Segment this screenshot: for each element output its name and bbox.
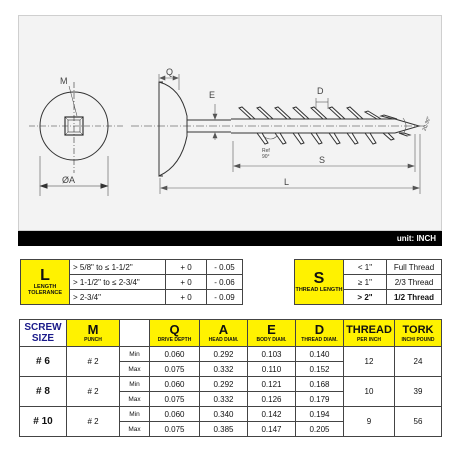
header-q-sub: DRIVE DEPTH	[157, 337, 192, 343]
thread-flank-lower	[257, 133, 268, 144]
length-minus: - 0.09	[207, 290, 243, 305]
label-q: Q	[166, 67, 174, 77]
thread-flank-upper	[257, 107, 273, 119]
max-label: Max	[120, 362, 150, 377]
length-plus: + 0	[166, 275, 207, 290]
label-l: L	[284, 177, 290, 187]
d-max: 0.205	[296, 422, 344, 437]
d-min: 0.194	[296, 407, 344, 422]
label-ref-angle: Ref 90°	[262, 148, 270, 160]
thread-flank-lower	[399, 133, 410, 136]
q-min: 0.060	[150, 407, 200, 422]
screw-size: # 10	[20, 407, 67, 437]
thread-range: > 2"	[344, 290, 387, 305]
thread-length-key	[295, 260, 344, 305]
spec-row-min	[20, 347, 442, 362]
thread-flank-upper	[381, 115, 397, 119]
thread-flank-upper	[275, 107, 291, 119]
tork: 56	[395, 407, 442, 437]
thread-flank-upper	[239, 107, 255, 119]
unit-label: unit: INCH	[396, 234, 436, 243]
thread-range: ≥ 1"	[344, 275, 387, 290]
punch: # 2	[67, 377, 120, 407]
a-max: 0.332	[200, 362, 248, 377]
header-minmax-blank	[120, 320, 150, 347]
header-e-label: E	[267, 322, 276, 337]
header-a-label: A	[218, 322, 229, 337]
header-d-sub: THREAD DIAM.	[301, 337, 338, 343]
thread-flank-lower	[365, 133, 376, 144]
d-max: 0.152	[296, 362, 344, 377]
header-a-sub: HEAD DIAM.	[208, 337, 239, 343]
length-tolerance-key	[21, 260, 70, 305]
label-m: M	[60, 76, 68, 86]
label-tip-angle: 20-30°	[421, 115, 433, 132]
thread-per-inch: 10	[344, 377, 395, 407]
header-tork-sub: INCH/ POUND	[401, 337, 435, 343]
min-label: Min	[120, 377, 150, 392]
label-a-diameter: ØA	[62, 175, 76, 185]
thread-value: 2/3 Thread	[387, 275, 442, 290]
length-letter: L	[40, 267, 50, 284]
screw-threads	[239, 107, 410, 144]
head-top-view	[29, 82, 123, 196]
e-max: 0.147	[248, 422, 296, 437]
thread-flank-upper	[311, 107, 327, 119]
length-range: > 5/8" to ≤ 1-1/2"	[70, 260, 166, 275]
e-min: 0.121	[248, 377, 296, 392]
header-e-sub: BODY DIAM.	[256, 337, 287, 343]
length-plus: + 0	[166, 260, 207, 275]
min-label: Min	[120, 347, 150, 362]
max-label: Max	[120, 422, 150, 437]
length-tolerance-table	[20, 259, 243, 305]
header-q-label: Q	[169, 322, 180, 337]
screw-side-view	[131, 82, 429, 176]
unit-bar	[18, 231, 442, 246]
length-plus: + 0	[166, 290, 207, 305]
screw-drawing	[18, 15, 442, 231]
thread-range: < 1"	[344, 260, 387, 275]
e-max: 0.126	[248, 392, 296, 407]
q-max: 0.075	[150, 362, 200, 377]
thread-value: Full Thread	[387, 260, 442, 275]
thread-flank-lower	[293, 133, 304, 144]
header-tork-label: TORK	[402, 324, 434, 336]
dimension-lines	[159, 74, 420, 194]
header-tork	[395, 320, 442, 347]
screw-size: # 6	[20, 347, 67, 377]
d-max: 0.179	[296, 392, 344, 407]
thread-per-inch: 9	[344, 407, 395, 437]
header-screw-size	[20, 320, 67, 347]
thread-value: 1/2 Thread	[387, 290, 442, 305]
thread-flank-upper	[365, 111, 381, 119]
thread-flank-lower	[275, 133, 286, 144]
thread-per-inch: 12	[344, 347, 395, 377]
thread-caption: THREAD LENGTH	[295, 287, 343, 293]
label-s: S	[319, 155, 326, 165]
thread-flank-lower	[383, 133, 394, 140]
q-min: 0.060	[150, 377, 200, 392]
q-max: 0.075	[150, 392, 200, 407]
length-range: > 2-3/4"	[70, 290, 166, 305]
length-range: > 1-1/2" to ≤ 2-3/4"	[70, 275, 166, 290]
thread-flank-lower	[311, 133, 322, 144]
thread-length-table	[294, 259, 442, 305]
length-minus: - 0.05	[207, 260, 243, 275]
thread-flank-upper	[347, 107, 363, 119]
spec-row-min	[20, 407, 442, 422]
d-min: 0.168	[296, 377, 344, 392]
punch: # 2	[67, 407, 120, 437]
min-label: Min	[120, 407, 150, 422]
header-a	[200, 320, 248, 347]
screw-size: # 8	[20, 377, 67, 407]
label-d: D	[317, 86, 324, 96]
e-max: 0.110	[248, 362, 296, 377]
thread-flank-upper	[293, 107, 309, 119]
header-screw-size-label: SCREW SIZE	[24, 322, 62, 344]
q-min: 0.060	[150, 347, 200, 362]
screw-spec-table	[19, 319, 442, 437]
q-max: 0.075	[150, 422, 200, 437]
a-min: 0.292	[200, 377, 248, 392]
punch: # 2	[67, 347, 120, 377]
header-thread-label: THREAD	[346, 324, 392, 336]
thread-letter: S	[313, 270, 325, 287]
d-min: 0.140	[296, 347, 344, 362]
e-min: 0.103	[248, 347, 296, 362]
screw-diagram-svg	[19, 16, 443, 232]
a-min: 0.292	[200, 347, 248, 362]
thread-flank-upper	[329, 107, 345, 119]
spec-row-min	[20, 377, 442, 392]
max-label: Max	[120, 392, 150, 407]
a-max: 0.332	[200, 392, 248, 407]
thread-flank-lower	[347, 133, 358, 144]
spec-header-row	[20, 320, 442, 347]
header-d	[296, 320, 344, 347]
a-min: 0.340	[200, 407, 248, 422]
header-e	[248, 320, 296, 347]
header-thread	[344, 320, 395, 347]
tork: 39	[395, 377, 442, 407]
length-minus: - 0.06	[207, 275, 243, 290]
thread-flank-lower	[329, 133, 340, 144]
header-m-label: M	[87, 322, 99, 337]
header-q	[150, 320, 200, 347]
header-m	[67, 320, 120, 347]
label-e: E	[209, 90, 216, 100]
length-caption: LENGTH TOLERANCE	[27, 284, 63, 296]
a-max: 0.385	[200, 422, 248, 437]
header-m-sub: PUNCH	[84, 337, 102, 343]
e-min: 0.142	[248, 407, 296, 422]
header-thread-sub: PER INCH	[357, 337, 381, 343]
header-d-label: D	[314, 322, 325, 337]
tork: 24	[395, 347, 442, 377]
